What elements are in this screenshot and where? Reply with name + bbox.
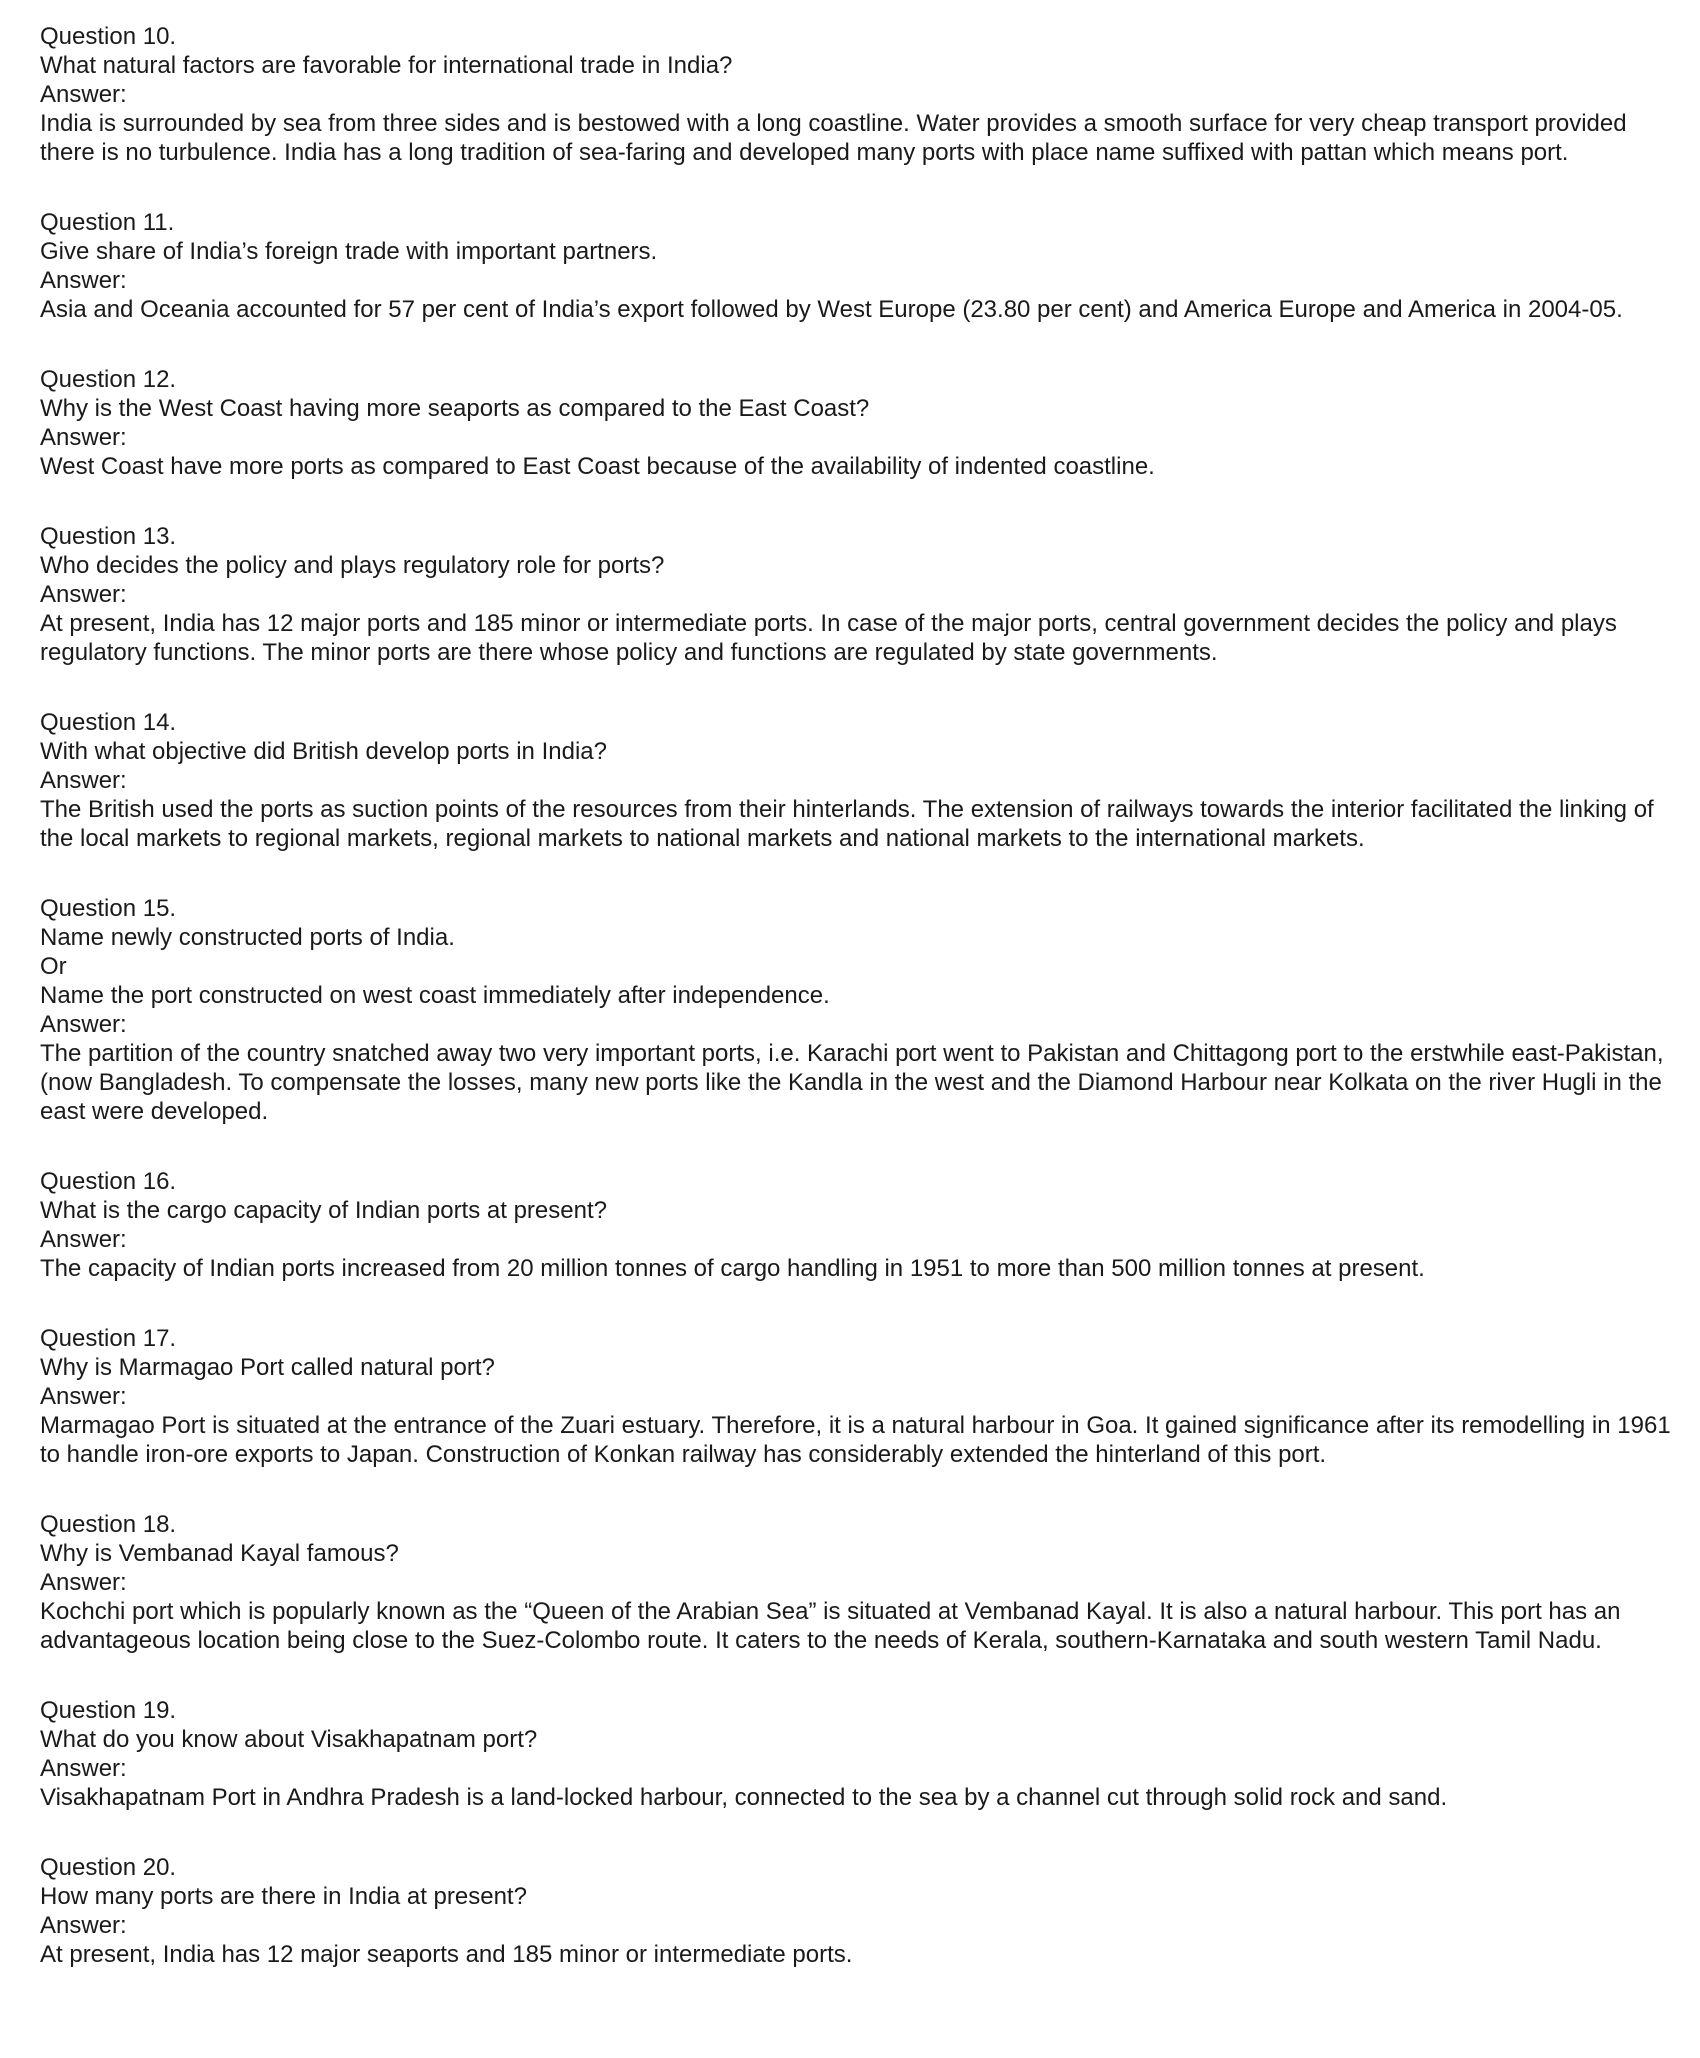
- question-text: How many ports are there in India at present?: [40, 1883, 527, 1910]
- question-heading: Question 19.: [40, 1697, 177, 1724]
- question-text: Why is Vembanad Kayal famous?: [40, 1540, 399, 1567]
- question-heading: Question 10.: [40, 23, 177, 50]
- question-text: What natural factors are favorable for international trade in India?: [40, 52, 733, 79]
- question-block: [40, 1510, 1672, 1655]
- question-heading: Question 13.: [40, 523, 177, 550]
- document-body: [40, 22, 1672, 2010]
- question-text: Give share of India’s foreign trade with important partners.: [40, 238, 658, 265]
- answer-text: Kochchi port which is popularly known as the “Queen of the Arabian Sea” is situated at Vembanad Kayal. It is also a natural harbour. This port has an advantageous location being close to the Suez-Colombo route. It caters to the needs of Kerala, southern-Karnataka and south western Tamil Nadu.: [40, 1598, 1621, 1654]
- question-heading: Question 15.: [40, 895, 177, 922]
- answer-text: West Coast have more ports as compared to East Coast because of the availability of indented coastline.: [40, 453, 1155, 480]
- question-text: Or: [40, 953, 67, 980]
- answer-text: The capacity of Indian ports increased from 20 million tonnes of cargo handling in 1951 to more than 500 million tonnes at present.: [40, 1255, 1425, 1282]
- question-block: [40, 208, 1672, 324]
- question-block: [40, 1167, 1672, 1283]
- answer-text: The British used the ports as suction points of the resources from their hinterlands. The extension of railways towards the interior facilitated the linking of the local markets to regional markets, regional markets to national markets and national markets to the international markets.: [40, 796, 1654, 852]
- answer-text: The partition of the country snatched away two very important ports, i.e. Karachi port went to Pakistan and Chittagong port to the erstwhile east-Pakistan, (now Bangladesh. To compensate the losses, many new ports like the Kandla in the west and the Diamond Harbour near Kolkata on the river Hugli in the east were developed.: [40, 1040, 1664, 1125]
- answer-label: Answer:: [40, 1383, 127, 1410]
- answer-label: Answer:: [40, 267, 127, 294]
- answer-label: Answer:: [40, 767, 127, 794]
- question-text: What is the cargo capacity of Indian ports at present?: [40, 1197, 607, 1224]
- answer-text: Marmagao Port is situated at the entrance of the Zuari estuary. Therefore, it is a natural harbour in Goa. It gained significance after its remodelling in 1961 to handle iron-ore exports to Japan. Construction of Konkan railway has considerably extended the hinterland of this port.: [40, 1412, 1671, 1468]
- answer-label: Answer:: [40, 1011, 127, 1038]
- question-text: Why is Marmagao Port called natural port?: [40, 1354, 495, 1381]
- question-block: [40, 1696, 1672, 1812]
- answer-text: Asia and Oceania accounted for 57 per cent of India’s export followed by West Europe (23.80 per cent) and America Europe and America in 2004-05.: [40, 296, 1623, 323]
- question-block: [40, 708, 1672, 853]
- answer-label: Answer:: [40, 81, 127, 108]
- question-heading: Question 18.: [40, 1511, 177, 1538]
- question-heading: Question 14.: [40, 709, 177, 736]
- question-text: Why is the West Coast having more seaports as compared to the East Coast?: [40, 395, 870, 422]
- question-block: [40, 1324, 1672, 1469]
- answer-label: Answer:: [40, 1912, 127, 1939]
- answer-label: Answer:: [40, 424, 127, 451]
- question-text: With what objective did British develop ports in India?: [40, 738, 607, 765]
- answer-text: At present, India has 12 major seaports and 185 minor or intermediate ports.: [40, 1941, 853, 1968]
- question-text: Who decides the policy and plays regulatory role for ports?: [40, 552, 665, 579]
- question-block: [40, 1853, 1672, 1969]
- question-heading: Question 16.: [40, 1168, 177, 1195]
- question-heading: Question 11.: [40, 209, 175, 236]
- question-heading: Question 17.: [40, 1325, 177, 1352]
- answer-label: Answer:: [40, 581, 127, 608]
- answer-text: Visakhapatnam Port in Andhra Pradesh is a land-locked harbour, connected to the sea by a channel cut through solid rock and sand.: [40, 1784, 1448, 1811]
- question-text: Name newly constructed ports of India.: [40, 924, 455, 951]
- answer-label: Answer:: [40, 1226, 127, 1253]
- question-block: [40, 894, 1672, 1126]
- question-text: Name the port constructed on west coast immediately after independence.: [40, 982, 830, 1009]
- question-block: [40, 22, 1672, 167]
- question-heading: Question 20.: [40, 1854, 177, 1881]
- question-block: [40, 522, 1672, 667]
- question-block: [40, 365, 1672, 481]
- question-heading: Question 12.: [40, 366, 177, 393]
- question-text: What do you know about Visakhapatnam port?: [40, 1726, 538, 1753]
- answer-label: Answer:: [40, 1569, 127, 1596]
- answer-text: India is surrounded by sea from three sides and is bestowed with a long coastline. Water provides a smooth surface for very cheap transport provided there is no turbulence. India has a long tradition of sea-faring and developed many ports with place name suffixed with pattan which means port.: [40, 110, 1627, 166]
- answer-text: At present, India has 12 major ports and 185 minor or intermediate ports. In case of the major ports, central government decides the policy and plays regulatory functions. The minor ports are there whose policy and functions are regulated by state governments.: [40, 610, 1617, 666]
- answer-label: Answer:: [40, 1755, 127, 1782]
